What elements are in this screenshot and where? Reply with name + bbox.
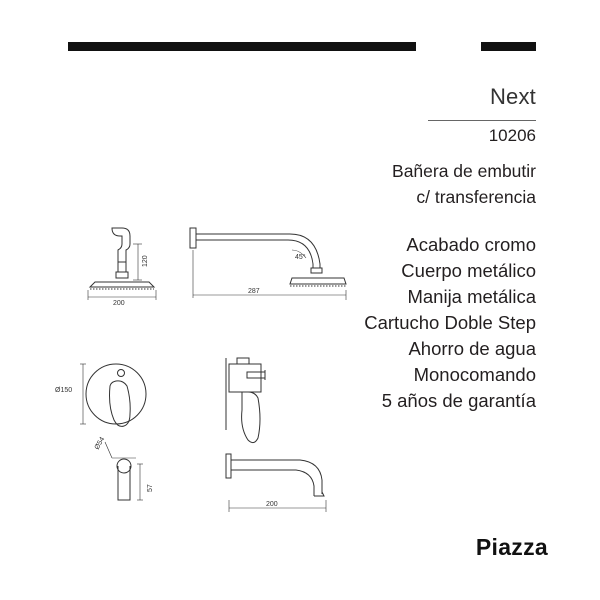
valve-plate-front-drawing	[80, 364, 146, 426]
description-line: c/ transferencia	[416, 187, 536, 207]
dim-diverter-length: 57	[147, 484, 154, 492]
dim-diverter-diameter: Ø54	[93, 436, 107, 451]
shower-arm-side-drawing	[190, 228, 346, 300]
product-series: Next	[489, 84, 536, 109]
description-line: Bañera de embutir	[392, 161, 536, 181]
dim-valve-diameter: Ø150	[55, 387, 73, 394]
dim-arm-length: 287	[248, 288, 260, 295]
dim-arm-angle: 45°	[295, 254, 306, 261]
feature-item: Cartucho Doble Step	[364, 312, 536, 333]
feature-item: Cuerpo metálico	[401, 260, 536, 281]
valve-side-drawing	[226, 358, 265, 443]
dim-head-width: 200	[113, 300, 125, 307]
product-code: 10206	[488, 126, 536, 145]
diverter-knob-drawing	[105, 442, 143, 500]
feature-item: Manija metálica	[407, 286, 536, 307]
feature-item: Acabado cromo	[406, 234, 536, 255]
feature-item: Monocomando	[413, 364, 536, 385]
dim-arm-height: 120	[142, 255, 149, 267]
dim-spout-length: 200	[266, 501, 278, 508]
feature-item: Ahorro de agua	[408, 338, 536, 359]
feature-item: 5 años de garantía	[381, 390, 536, 411]
brand-logo: Piazza	[475, 534, 548, 560]
